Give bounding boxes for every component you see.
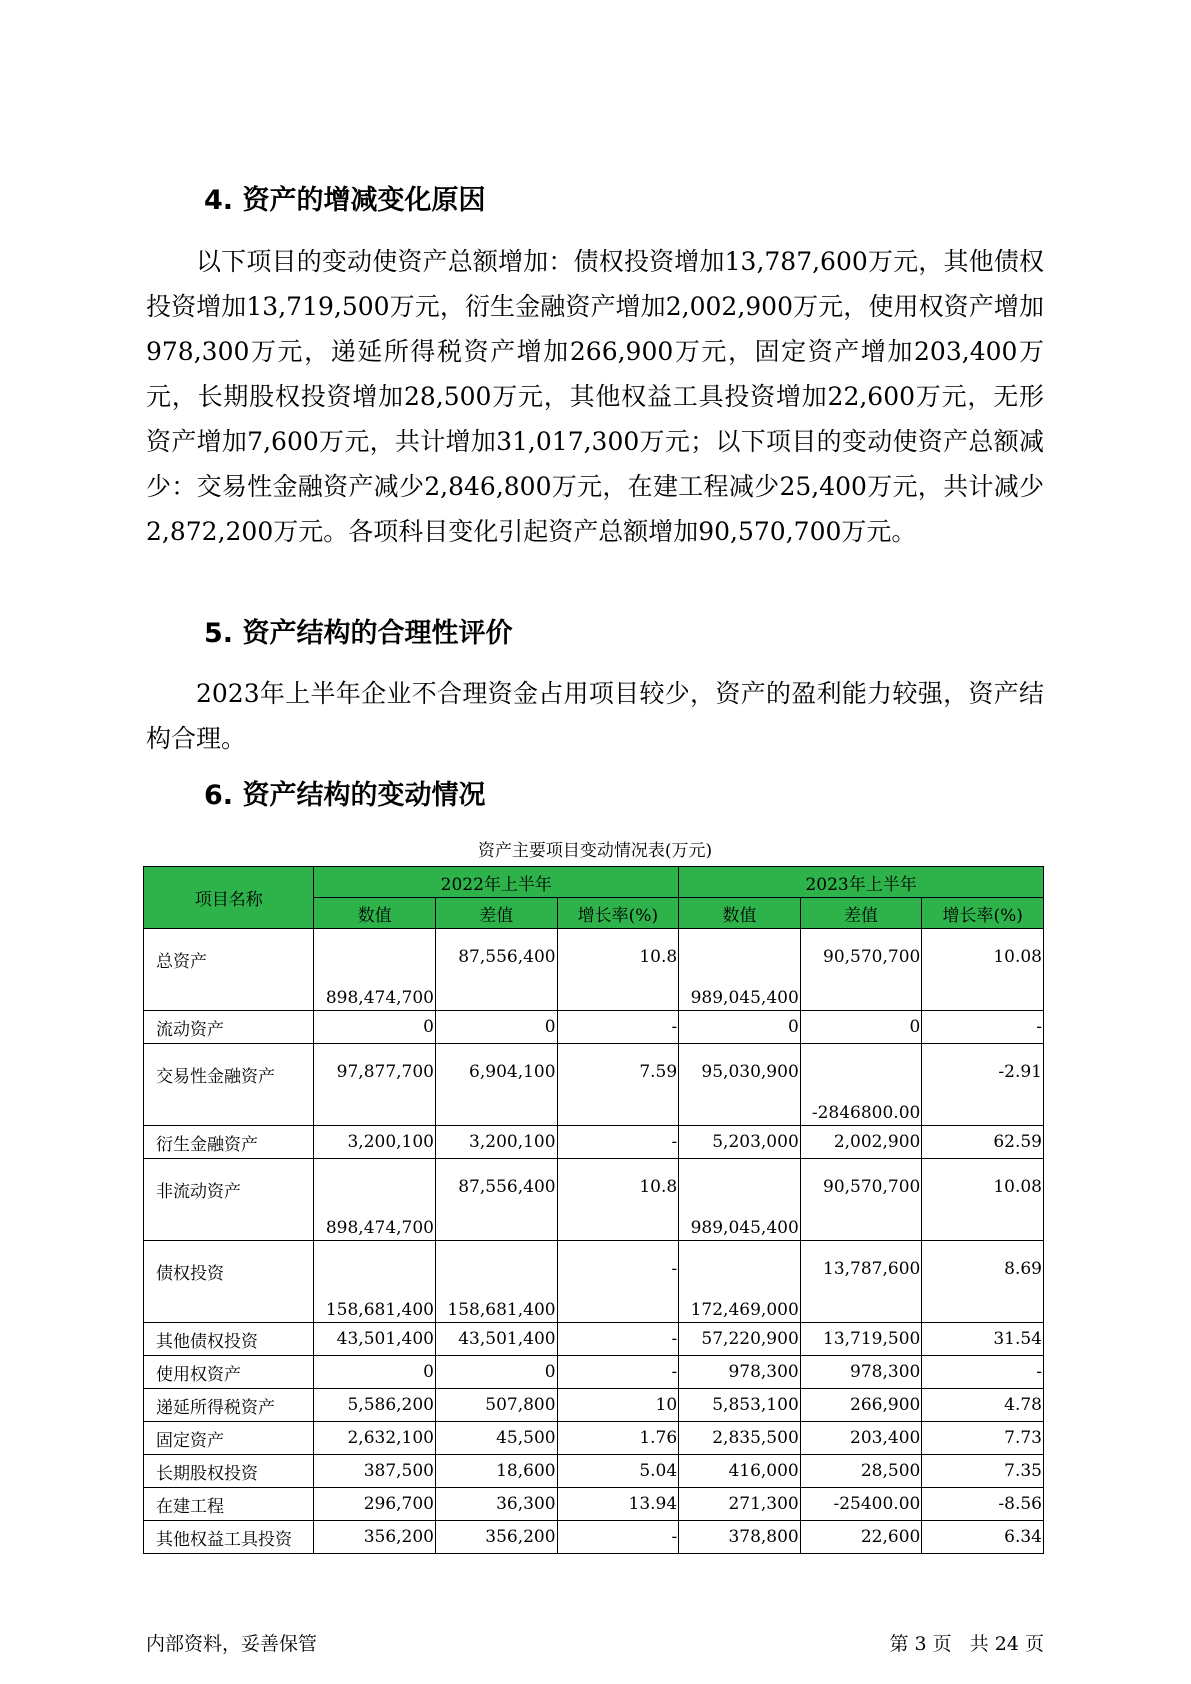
- cell-growth-2023: 8.69: [922, 1241, 1044, 1323]
- cell-diff-2023: -25400.00: [800, 1488, 922, 1521]
- cell-growth-2022: 5.04: [557, 1455, 679, 1488]
- row-name: 其他权益工具投资: [144, 1521, 314, 1554]
- cell-value-2022: 158,681,400: [314, 1241, 436, 1323]
- cell-growth-2022: -: [557, 1241, 679, 1323]
- row-name: 递延所得税资产: [144, 1389, 314, 1422]
- cell-growth-2023: -2.91: [922, 1044, 1044, 1126]
- cell-diff-2022: 158,681,400: [436, 1241, 558, 1323]
- cell-diff-2022: 0: [436, 1011, 558, 1044]
- cell-value-2023: 2,835,500: [679, 1422, 801, 1455]
- table-row: [144, 1521, 1044, 1554]
- row-name: 交易性金融资产: [144, 1044, 314, 1126]
- cell-diff-2022: 43,501,400: [436, 1323, 558, 1356]
- cell-value-2022: 898,474,700: [314, 929, 436, 1011]
- cell-growth-2022: 1.76: [557, 1422, 679, 1455]
- row-name: 债权投资: [144, 1241, 314, 1323]
- table-row: [144, 1126, 1044, 1159]
- table-row: [144, 1044, 1044, 1126]
- cell-value-2023: 378,800: [679, 1521, 801, 1554]
- row-name: 其他债权投资: [144, 1323, 314, 1356]
- cell-diff-2023: 28,500: [800, 1455, 922, 1488]
- row-name: 在建工程: [144, 1488, 314, 1521]
- section-5-paragraph: 2023年上半年企业不合理资金占用项目较少，资产的盈利能力较强，资产结构合理。: [146, 679, 1044, 753]
- section-4-paragraph: 以下项目的变动使资产总额增加：债权投资增加13,787,600万元，其他债权投资增加13,719,500万元，衍生金融资产增加2,002,900万元，使用权资产增加978,300万元，递延所得税资产增加266,900万元，固定资产增加203,400万元，长期股权投资增加28,500万元，其他权益工具投资增加22,600万元，无形资产增加7,600万元，共计增加31,017,300万元；以下项目的变动使资产总额减少：交易性金融资产减少2,846,800万元，在建工程减少25,400万元，共计减少2,872,200万元。各项科目变化引起资产总额增加90,570,700万元。: [146, 247, 1044, 546]
- cell-growth-2023: 10.08: [922, 929, 1044, 1011]
- table-row: [144, 1488, 1044, 1521]
- cell-diff-2023: 266,900: [800, 1389, 922, 1422]
- cell-value-2022: 97,877,700: [314, 1044, 436, 1126]
- cell-diff-2023: 978,300: [800, 1356, 922, 1389]
- cell-diff-2022: 356,200: [436, 1521, 558, 1554]
- cell-diff-2023: 13,787,600: [800, 1241, 922, 1323]
- table-row: [144, 1422, 1044, 1455]
- table-row: [144, 1159, 1044, 1241]
- cell-diff-2023: 13,719,500: [800, 1323, 922, 1356]
- cell-growth-2022: -: [557, 1356, 679, 1389]
- header-period-2022: 2022年上半年: [314, 867, 679, 898]
- header-growth-2022: 增长率(%): [557, 898, 679, 929]
- cell-diff-2022: 87,556,400: [436, 1159, 558, 1241]
- cell-growth-2023: -: [922, 1011, 1044, 1044]
- row-name: 长期股权投资: [144, 1455, 314, 1488]
- cell-value-2022: 3,200,100: [314, 1126, 436, 1159]
- header-diff-2023: 差值: [800, 898, 922, 929]
- header-diff-2022: 差值: [436, 898, 558, 929]
- section-4-heading: 4. 资产的增减变化原因: [204, 185, 486, 216]
- cell-growth-2022: 10.8: [557, 1159, 679, 1241]
- cell-diff-2023: 203,400: [800, 1422, 922, 1455]
- cell-diff-2023: -2846800.00: [800, 1044, 922, 1126]
- cell-value-2022: 43,501,400: [314, 1323, 436, 1356]
- footer-page-number: 第 3 页 共 24 页: [889, 1633, 1044, 1655]
- cell-diff-2022: 87,556,400: [436, 929, 558, 1011]
- cell-growth-2023: 10.08: [922, 1159, 1044, 1241]
- cell-value-2023: 5,853,100: [679, 1389, 801, 1422]
- row-name: 使用权资产: [144, 1356, 314, 1389]
- row-name: 总资产: [144, 929, 314, 1011]
- table-caption: 资产主要项目变动情况表(万元): [477, 841, 713, 861]
- cell-value-2023: 416,000: [679, 1455, 801, 1488]
- cell-value-2022: 296,700: [314, 1488, 436, 1521]
- cell-value-2023: 57,220,900: [679, 1323, 801, 1356]
- cell-diff-2022: 0: [436, 1356, 558, 1389]
- cell-value-2023: 989,045,400: [679, 929, 801, 1011]
- cell-growth-2023: 6.34: [922, 1521, 1044, 1554]
- table-row: [144, 929, 1044, 1011]
- cell-growth-2022: 7.59: [557, 1044, 679, 1126]
- cell-growth-2023: -: [922, 1356, 1044, 1389]
- cell-value-2023: 0: [679, 1011, 801, 1044]
- cell-diff-2022: 6,904,100: [436, 1044, 558, 1126]
- header-item-name: 项目名称: [144, 867, 314, 929]
- cell-growth-2023: 7.35: [922, 1455, 1044, 1488]
- cell-diff-2022: 18,600: [436, 1455, 558, 1488]
- table-row: [144, 1455, 1044, 1488]
- asset-change-table: [143, 866, 1044, 1554]
- cell-growth-2022: 10: [557, 1389, 679, 1422]
- row-name: 流动资产: [144, 1011, 314, 1044]
- cell-diff-2023: 90,570,700: [800, 1159, 922, 1241]
- cell-value-2022: 898,474,700: [314, 1159, 436, 1241]
- row-name: 固定资产: [144, 1422, 314, 1455]
- table-row: [144, 1241, 1044, 1323]
- cell-growth-2022: -: [557, 1011, 679, 1044]
- table-row: [144, 1011, 1044, 1044]
- cell-value-2022: 356,200: [314, 1521, 436, 1554]
- header-value-2022: 数值: [314, 898, 436, 929]
- cell-diff-2023: 22,600: [800, 1521, 922, 1554]
- cell-growth-2022: 13.94: [557, 1488, 679, 1521]
- cell-growth-2023: 31.54: [922, 1323, 1044, 1356]
- cell-value-2022: 387,500: [314, 1455, 436, 1488]
- header-period-2023: 2023年上半年: [679, 867, 1044, 898]
- table-row: [144, 1323, 1044, 1356]
- cell-value-2022: 5,586,200: [314, 1389, 436, 1422]
- cell-growth-2022: 10.8: [557, 929, 679, 1011]
- cell-value-2022: 0: [314, 1011, 436, 1044]
- table-row: [144, 1356, 1044, 1389]
- cell-value-2023: 172,469,000: [679, 1241, 801, 1323]
- cell-diff-2023: 2,002,900: [800, 1126, 922, 1159]
- row-name: 非流动资产: [144, 1159, 314, 1241]
- cell-diff-2023: 90,570,700: [800, 929, 922, 1011]
- cell-growth-2023: 7.73: [922, 1422, 1044, 1455]
- cell-diff-2022: 36,300: [436, 1488, 558, 1521]
- cell-diff-2022: 507,800: [436, 1389, 558, 1422]
- cell-value-2023: 989,045,400: [679, 1159, 801, 1241]
- cell-growth-2023: -8.56: [922, 1488, 1044, 1521]
- cell-value-2023: 978,300: [679, 1356, 801, 1389]
- cell-growth-2022: -: [557, 1521, 679, 1554]
- cell-growth-2022: -: [557, 1323, 679, 1356]
- cell-value-2022: 2,632,100: [314, 1422, 436, 1455]
- cell-growth-2022: -: [557, 1126, 679, 1159]
- cell-value-2023: 5,203,000: [679, 1126, 801, 1159]
- cell-growth-2023: 62.59: [922, 1126, 1044, 1159]
- cell-diff-2022: 3,200,100: [436, 1126, 558, 1159]
- header-value-2023: 数值: [679, 898, 801, 929]
- cell-growth-2023: 4.78: [922, 1389, 1044, 1422]
- cell-diff-2022: 45,500: [436, 1422, 558, 1455]
- cell-value-2023: 271,300: [679, 1488, 801, 1521]
- cell-diff-2023: 0: [800, 1011, 922, 1044]
- cell-value-2023: 95,030,900: [679, 1044, 801, 1126]
- header-growth-2023: 增长率(%): [922, 898, 1044, 929]
- section-6-heading: 6. 资产结构的变动情况: [204, 780, 486, 811]
- row-name: 衍生金融资产: [144, 1126, 314, 1159]
- table-row: [144, 1389, 1044, 1422]
- table-header-row-1: [144, 867, 1044, 898]
- section-5-heading: 5. 资产结构的合理性评价: [204, 618, 513, 649]
- cell-value-2022: 0: [314, 1356, 436, 1389]
- footer-confidential-note: 内部资料，妥善保管: [146, 1633, 318, 1655]
